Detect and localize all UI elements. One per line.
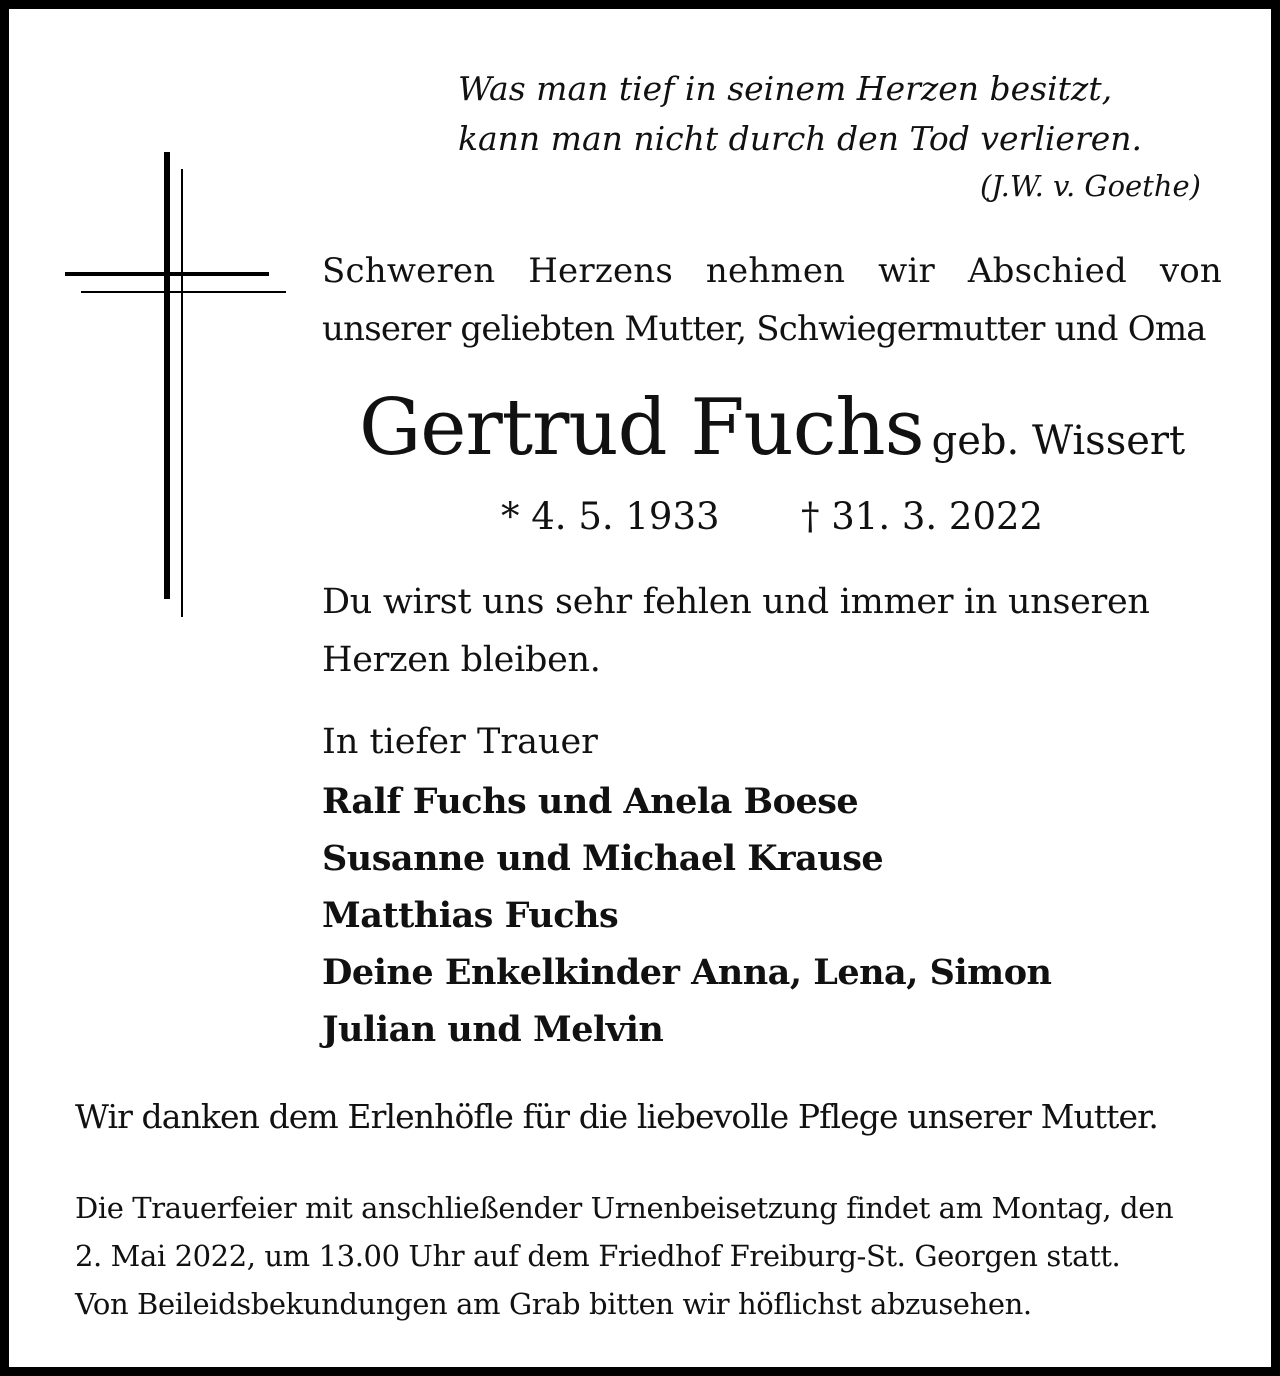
mourners-intro: In tiefer Trauer [322,722,598,762]
deceased-name-block [359,383,1185,473]
mourner-name: Ralf Fuchs und Anela Boese [322,781,859,822]
quote-author: (J.W. v. Goethe) [979,169,1201,203]
thanks-line: Wir danken dem Erlenhöfle für die liebevolle Pflege unserer Mutter. [75,1097,1159,1136]
birth-date: * 4. 5. 1933 [501,495,720,538]
mourner-name: Deine Enkelkinder Anna, Lena, Simon [322,952,1052,993]
ceremony-line-3: Von Beileidsbekundungen am Grab bitten wir höflichst abzusehen. [75,1287,1032,1321]
mourner-name: Susanne und Michael Krause [322,838,884,879]
quote-line-2: kann man nicht durch den Tod verlieren. [458,119,1143,158]
message-line-2: Herzen bleiben. [322,640,601,680]
quote-line-1: Was man tief in seinem Herzen besitzt, [458,69,1113,108]
intro-line-1: Schweren Herzens nehmen wir Abschied von [322,251,1222,291]
intro-line-2: unserer geliebten Mutter, Schwiegermutter und Oma [322,309,1206,349]
ceremony-line-2: 2. Mai 2022, um 13.00 Uhr auf dem Friedhof Freiburg-St. Georgen statt. [75,1239,1121,1273]
mourner-name: Julian und Melvin [322,1009,664,1050]
mourner-name: Matthias Fuchs [322,895,619,936]
death-date: † 31. 3. 2022 [801,495,1044,538]
ceremony-line-1: Die Trauerfeier mit anschließender Urnenbeisetzung findet am Montag, den [75,1191,1174,1225]
deceased-birth-name: geb. Wissert [931,418,1186,464]
deceased-name: Gertrud Fuchs [359,383,924,473]
message-line-1: Du wirst uns sehr fehlen und immer in unseren [322,582,1150,622]
